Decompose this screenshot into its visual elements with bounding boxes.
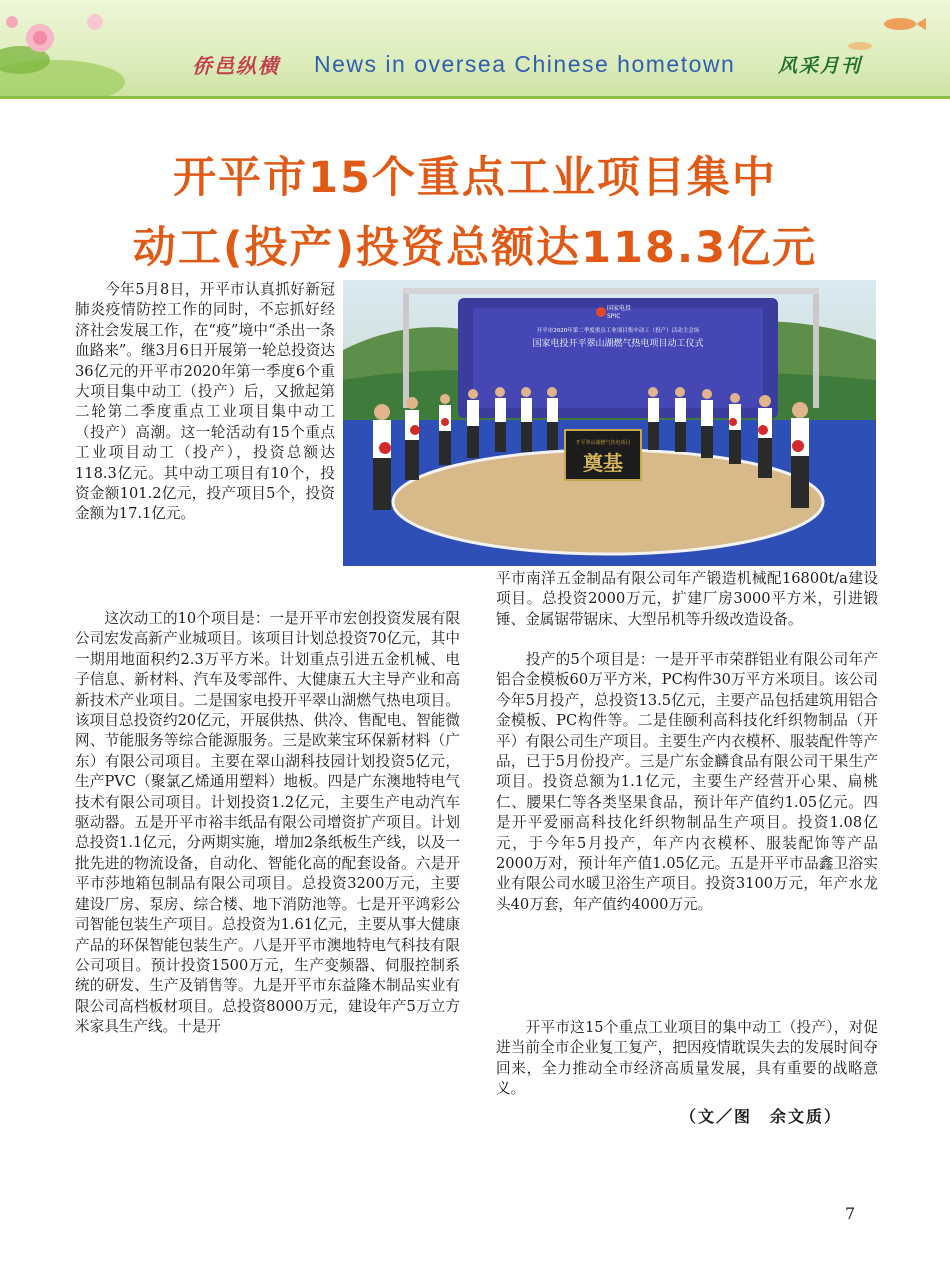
lotus-decoration: [0, 0, 150, 96]
article-title-line1: 开平市15个重点工业项目集中: [173, 153, 777, 203]
header-banner: [0, 0, 950, 99]
backdrop-title: 国家电投开平翠山湖燃气热电项目动工仪式: [532, 339, 704, 349]
page-number: 7: [845, 1204, 856, 1223]
plaque-caption: 开平翠山湖燃气热电项目: [575, 440, 631, 446]
groundbreaking-photo: [343, 280, 876, 566]
article-paragraph-groundbreaking-cont: 平市南洋五金制品有限公司年产锻造机械配16800t/a建设项目。总投资2000万元，扩建厂房3000平方米，引进锻锤、金属锯带锯床、大型吊机等升级改造设备。: [496, 570, 878, 628]
article-paragraph-production: 投产的5个项目是：一是开平市荣群铝业有限公司年产铝合金模板60万平方米，PC构件30万平方米项目。该公司今年5月投产，总投资13.5亿元，主要产品包括建筑用铝合金模板、PC构件等。二是佳颐利高科技化纤织物制品（开平）有限公司生产项目。主要生产内衣模杯、服装配件等产品，已于5月份投产。三是广东金麟食品有限公司干果生产项目。投资总额为1.1亿元，主要生产经营开心果、扁桃仁、腰果仁等各类坚果食品，预计年产值约1.05亿元。四是开平爱丽高科技化纤织物制品生产项目。投资1.08亿元，于今年5月投产，年产内衣模杯、服装配饰等产品2000万对，预计年产值1.05亿元。五是开平市品鑫卫浴实业有限公司水暖卫浴生产项目。投资3100万元，年产水龙头40万套，年产值约4000万元。: [496, 651, 878, 913]
article-paragraph-conclusion: 开平市这15个重点工业项目的集中动工（投产），对促进当前全市企业复工复产，把因疫情耽误失去的发展时间夺回来，全力推动全市经济高质量发展，具有重要的战略意义。: [496, 1019, 878, 1098]
svg-text:国家电投: 国家电投: [607, 305, 632, 312]
magazine-name: 风采月刊: [778, 55, 863, 77]
ceremony-illustration: [343, 280, 876, 566]
column-title-en: News in oversea Chinese hometown: [314, 51, 736, 77]
article-title-line2: 动工(投产)投资总额达118.3亿元: [132, 223, 818, 273]
article-paragraph-groundbreaking: 这次动工的10个项目是：一是开平市宏创投资发展有限公司宏发高新产业城项目。该项目计划总投资70亿元，其中一期用地面积约2.3万平方米。计划重点引进五金机械、电子信息、新材料、汽车及零部件、大健康五大主导产业和高新技术产业项目。二是国家电投开平翠山湖燃气热电项目。该项目总投资约20亿元，开展供热、供冷、售配电、智能微网、节能服务等综合能源服务。三是欧莱宝环保新材料（广东）有限公司项目。主要在翠山湖科技园计划投资5亿元，生产PVC（聚氯乙烯通用塑料）地板。四是广东澳地特电气技术有限公司项目。计划投资1.2亿元，主要生产电动汽车驱动器。五是开平市裕丰纸品有限公司增资扩产项目。计划总投资1.1亿元，分两期实施，增加2条纸板生产线，以及一批先进的物流设备，自动化、智能化高的配套设备。六是开平市莎地箱包制品有限公司项目。总投资3200万元，主要建设厂房、泵房、综合楼、地下消防池等。七是开平鸿彩公司智能包装生产项目。总投资为1.61亿元，主要从事大健康产品的环保智能包装生产。八是开平市澳地特电气科技有限公司项目。预计投资1500万元，生产变频器、伺服控制系统的研发、生产及销售等。九是开平市东益隆木制品实业有限公司高档板材项目。总投资8000万元，建设年产5万立方米家具生产线。十是开: [75, 610, 460, 1036]
author-credit: （文／图 余文质）: [680, 1107, 843, 1126]
backdrop-subtitle: 开平市2020年第二季度重点工业项目集中动工（投产）活动主会场: [536, 328, 700, 334]
plaque-text: 奠基: [583, 451, 623, 475]
article-paragraph-intro: 今年5月8日，开平市认真抓好新冠肺炎疫情防控工作的同时，不忘抓好经济社会发展工作，在“疫”境中“杀出一条血路来”。继3月6日开展第一轮总投资达36亿元的开平市2020年第一季度6个重大项目集中动工（投产）后，又掀起第二轮第二季度重点工业项目集中动工（投产）高潮。这一轮活动有15个重点工业项目动工（投产），投资总额达118.3亿元。其中动工项目有10个，投资金额101.2亿元，投产项目5个，投资金额为17.1亿元。: [75, 281, 335, 523]
column-title-cn: 侨邑纵横: [192, 54, 280, 78]
svg-text:SPIC: SPIC: [607, 313, 621, 320]
